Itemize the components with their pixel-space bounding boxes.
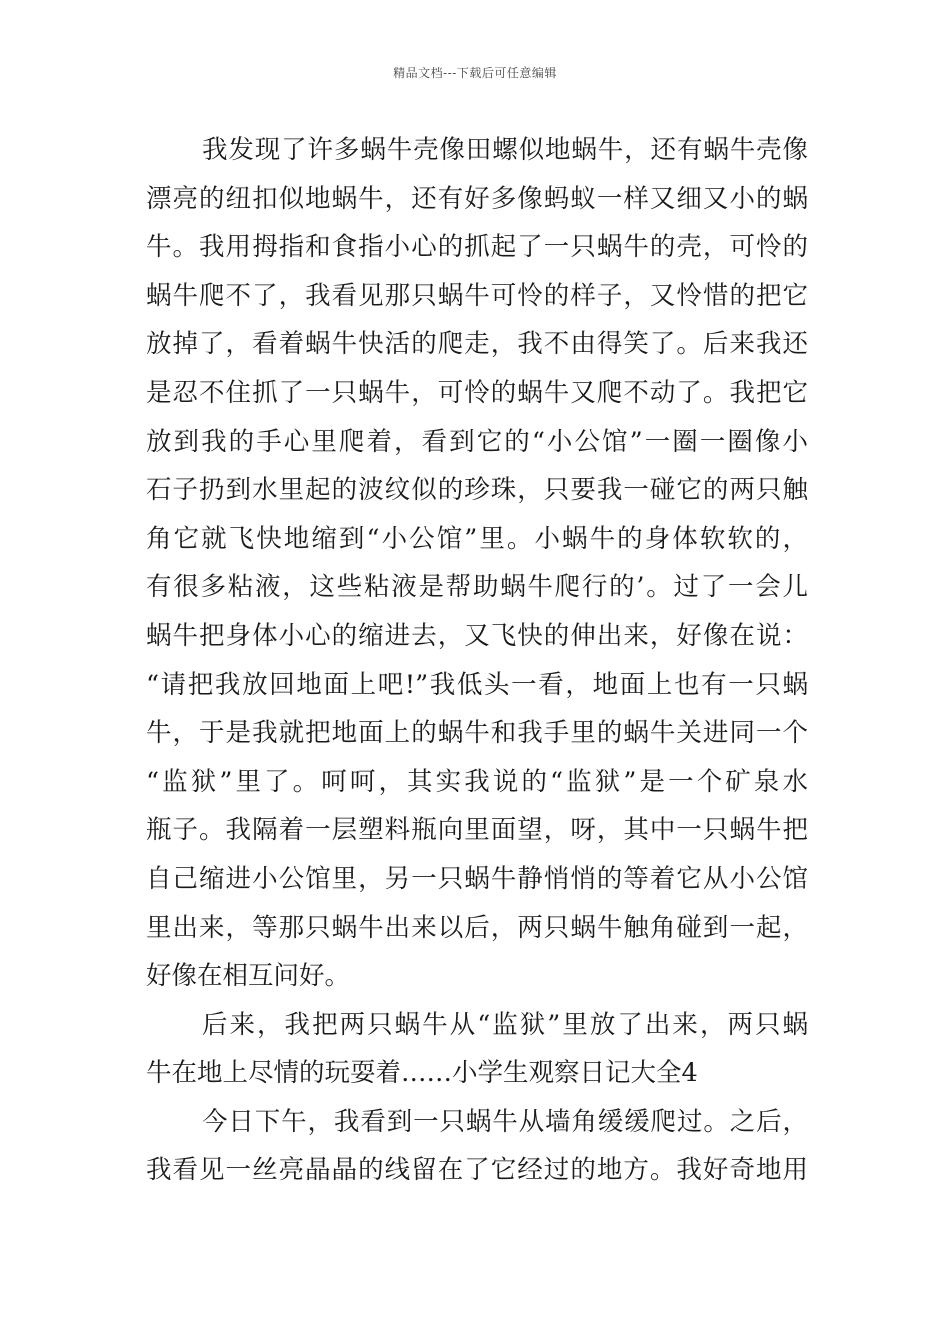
paragraph-1 (146, 126, 808, 1001)
text-line: 漂亮的纽扣似地蜗牛，还有好多像蚂蚁一样又细又小的蜗 (146, 183, 808, 214)
text-line: “请把我放回地面上吧!”我低头一看，地面上也有一只蜗 (146, 669, 808, 700)
text-line: 是忍不住抓了一只蜗牛，可怜的蜗牛又爬不动了。我把它 (146, 377, 808, 408)
page-header: 精品文档---下载后可任意编辑 (393, 66, 557, 80)
text-line: 牛。我用拇指和食指小心的抓起了一只蜗牛的壳，可怜的 (146, 232, 808, 263)
document-body (146, 126, 808, 1195)
paragraph-2 (146, 1001, 808, 1098)
paragraph-3 (146, 1098, 808, 1195)
text-line: 放到我的手心里爬着，看到它的“小公馆”一圈一圈像小 (146, 426, 808, 457)
text-line: 好像在相互问好。 (146, 961, 351, 992)
text-line: 牛在地上尽情的玩耍着……小学生观察日记大全4 (146, 1058, 698, 1089)
text-line: 自己缩进小公馆里，另一只蜗牛静悄悄的等着它从小公馆 (146, 863, 808, 894)
text-line: 蜗牛爬不了，我看见那只蜗牛可怜的样子，又怜惜的把它 (146, 280, 808, 311)
text-line: 后来，我把两只蜗牛从“监狱”里放了出来，两只蜗 (202, 1009, 808, 1040)
text-line: 牛，于是我就把地面上的蜗牛和我手里的蜗牛关进同一个 (146, 718, 808, 749)
text-line: 里出来，等那只蜗牛出来以后，两只蜗牛触角碰到一起， (146, 912, 808, 943)
text-line: 放掉了，看着蜗牛快活的爬走，我不由得笑了。后来我还 (146, 329, 808, 360)
text-line: 蜗牛把身体小心的缩进去，又飞快的伸出来，好像在说： (146, 620, 808, 651)
text-line: 我看见一丝亮晶晶的线留在了它经过的地方。我好奇地用 (146, 1155, 808, 1186)
text-line: 角它就飞快地缩到“小公馆”里。小蜗牛的身体软软的， (146, 523, 808, 554)
text-line: “监狱”里了。呵呵，其实我说的“监狱”是一个矿泉水 (146, 766, 808, 797)
text-line: 有很多粘液，这些粘液是帮助蜗牛爬行的’。过了一会儿 (146, 572, 808, 603)
text-line: 石子扔到水里起的波纹似的珍珠，只要我一碰它的两只触 (146, 475, 808, 506)
text-line: 我发现了许多蜗牛壳像田螺似地蜗牛，还有蜗牛壳像 (202, 135, 808, 165)
text-line: 瓶子。我隔着一层塑料瓶向里面望，呀，其中一只蜗牛把 (146, 815, 808, 846)
text-line: 今日下午，我看到一只蜗牛从墙角缓缓爬过。之后， (202, 1106, 808, 1137)
